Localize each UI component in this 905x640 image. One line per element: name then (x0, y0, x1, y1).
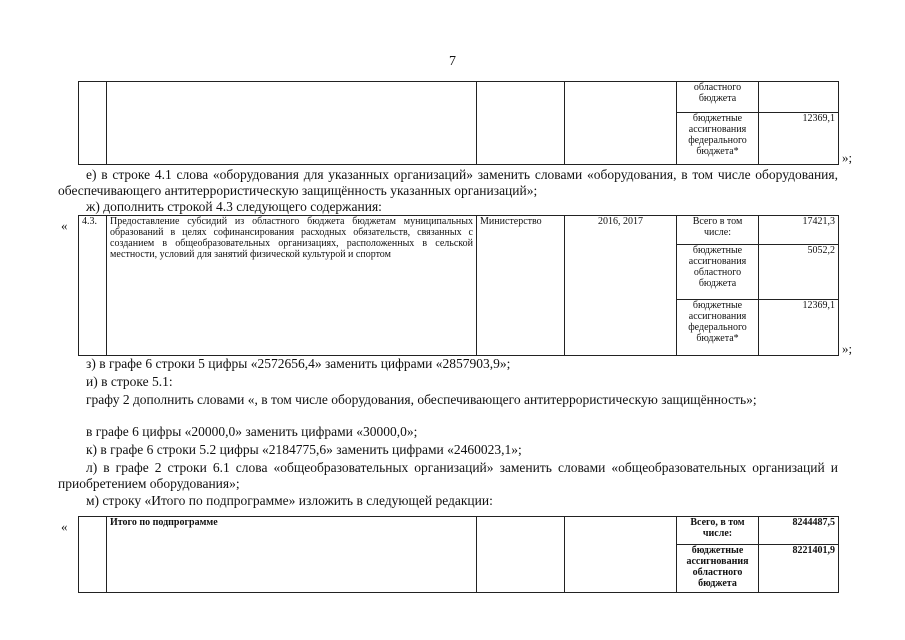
cell-value: 17421,3 (759, 216, 839, 245)
cell-num (79, 517, 107, 593)
cell-value: 8221401,9 (759, 545, 839, 593)
cell-num (79, 82, 107, 165)
paragraph-k: к) в графе 6 строки 5.2 цифры «2184775,6» заменить цифрами «2460023,1»; (86, 442, 522, 457)
table-total (78, 516, 839, 593)
cell-value: 8244487,5 (759, 517, 839, 545)
closing-quote: »; (842, 341, 853, 356)
table-row (79, 216, 839, 245)
table-row-4-3 (78, 215, 839, 356)
cell-fund: бюджетные ассигнования областного бюджета (677, 245, 759, 300)
cell-fund: Всего в том числе: (677, 216, 759, 245)
cell-fund: областного бюджета (677, 82, 759, 113)
table-row (79, 517, 839, 545)
cell-value: 5052,2 (759, 245, 839, 300)
paragraph-e: е) в строке 4.1 слова «оборудования для указанных организаций» заменить словами «оборудования, в том числе оборудования, обеспечивающего антитеррористическую защищённость указанных организаций»; (58, 167, 838, 198)
opening-quote: « (61, 519, 68, 534)
cell-fund: бюджетные ассигнования федерального бюджета* (677, 113, 759, 165)
cell-fund: бюджетные ассигнования федерального бюджета* (677, 300, 759, 356)
closing-quote: »; (842, 150, 853, 165)
page-number: 7 (449, 54, 456, 69)
cell-num: 4.3. (79, 216, 107, 356)
cell-value: 12369,1 (759, 300, 839, 356)
cell-executor: Министерство (477, 216, 565, 356)
cell-description: Предоставление субсидий из областного бюджета бюджетам муниципальных образований в целях софинансирования расходных обязательств, связанных с созданием в общеобразовательных организациях, расположенных в сельской местности, условий для занятий физической культурой и спортом (107, 216, 477, 356)
paragraph-l: л) в графе 2 строки 6.1 слова «общеобразовательных организаций» заменить словами «общеобразовательных организаций и приобретением оборудования»; (58, 460, 838, 491)
cell-executor (477, 517, 565, 593)
paragraph-zh: ж) дополнить строкой 4.3 следующего содержания: (86, 199, 382, 214)
cell-value (759, 82, 839, 113)
paragraph-grafa-6: в графе 6 цифры «20000,0» заменить цифрами «30000,0»; (86, 424, 418, 439)
cell-period: 2016, 2017 (565, 216, 677, 356)
paragraph-i: и) в строке 5.1: (86, 374, 173, 389)
cell-period (565, 82, 677, 165)
cell-fund: бюджетные ассигнования областного бюджета (677, 545, 759, 593)
paragraph-grafa-2: графу 2 дополнить словами «, в том числе оборудования, обеспечивающего антитеррористическую защищённость»; (86, 392, 757, 407)
table-continuation (78, 81, 839, 165)
cell-executor (477, 82, 565, 165)
table-row (79, 82, 839, 113)
cell-description (107, 82, 477, 165)
cell-period (565, 517, 677, 593)
paragraph-z: з) в графе 6 строки 5 цифры «2572656,4» заменить цифрами «2857903,9»; (86, 356, 511, 371)
cell-description: Итого по подпрограмме (107, 517, 477, 593)
paragraph-m: м) строку «Итого по подпрограмме» изложить в следующей редакции: (86, 493, 493, 508)
opening-quote: « (61, 218, 68, 233)
cell-value: 12369,1 (759, 113, 839, 165)
cell-fund: Всего, в том числе: (677, 517, 759, 545)
